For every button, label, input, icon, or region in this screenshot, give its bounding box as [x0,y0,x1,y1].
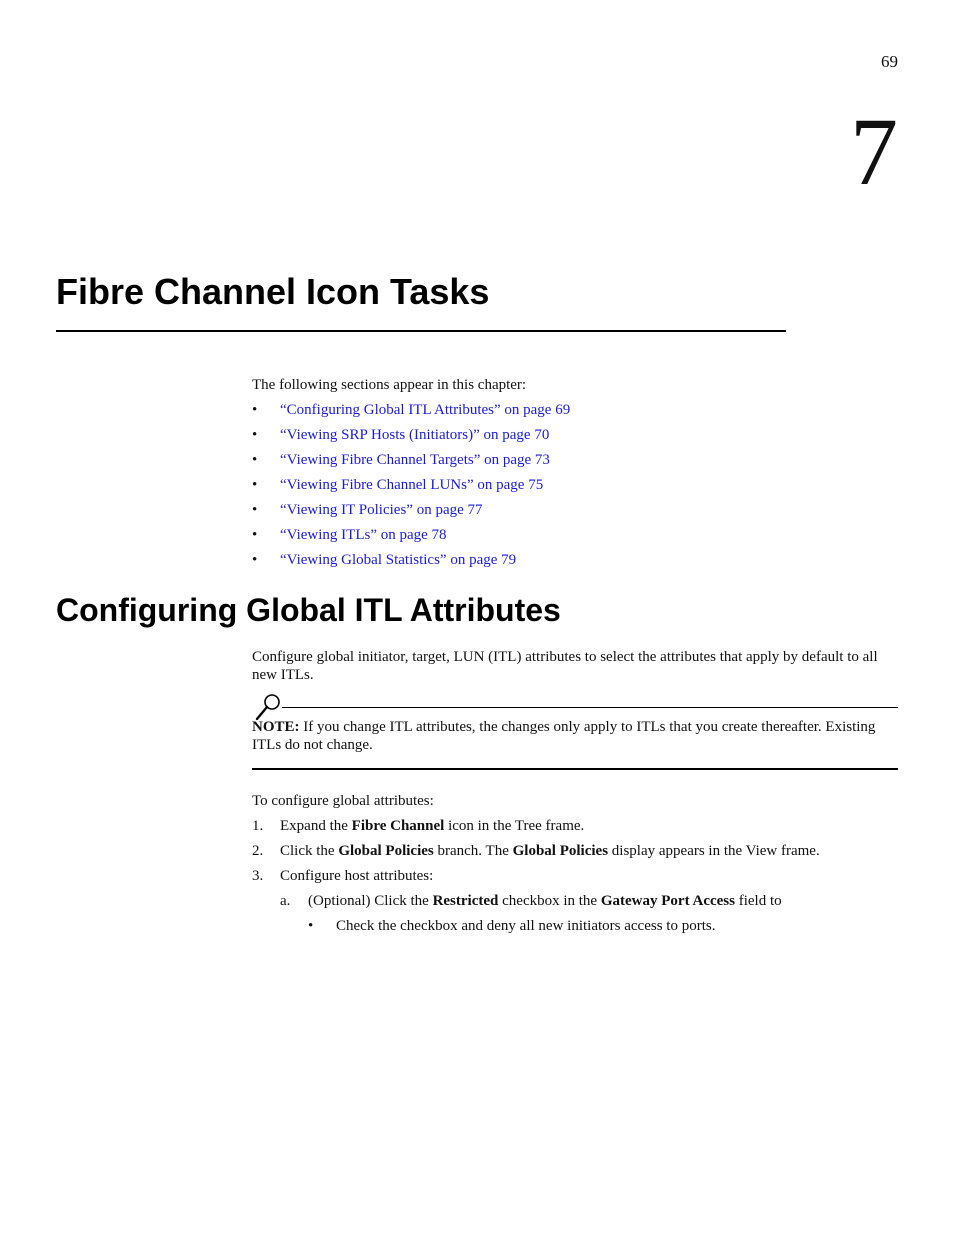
step-text-part: branch. The [433,843,513,859]
note-text: If you change ITL attributes, the changes only apply to ITLs that you create thereafter. Existing ITLs do not change. [252,719,876,753]
section-intro: Configure global initiator, target, LUN (ITL) attributes to select the attributes that apply by default to all new ITLs. [252,649,878,683]
step-number: 1. [252,818,264,834]
bullet: • [252,527,258,543]
chapter-toc [252,401,570,576]
step-text-part: field to [734,893,782,909]
page-number: 69 [881,52,898,71]
bullet: • [252,502,258,518]
toc-item [252,426,570,451]
toc-item [252,451,570,476]
bullet: • [252,452,258,468]
toc-item [252,501,570,526]
ui-term: Global Policies [338,843,434,859]
toc-item [252,476,570,501]
toc-link[interactable]: “Configuring Global ITL Attributes” on page 69 [280,402,571,418]
toc-item [252,551,570,576]
note-bottom-rule [252,768,898,770]
chapter-number: 7 [850,98,898,205]
step-text [280,842,820,860]
step-number: 2. [252,843,264,859]
bullet: • [252,477,258,493]
bullet: • [252,427,258,443]
ui-term: Gateway Port Access [600,893,735,909]
toc-link[interactable]: “Viewing Fibre Channel Targets” on page 73 [280,452,550,468]
step-text-part: (Optional) Click the [308,893,433,909]
ui-term: Global Policies [512,843,609,859]
toc-link[interactable]: “Viewing SRP Hosts (Initiators)” on page 70 [280,427,550,443]
step-text-part: Expand the [280,818,352,834]
toc-item [252,401,570,426]
ui-term: Fibre Channel [351,818,445,834]
section-title: Configuring Global ITL Attributes [56,592,561,628]
toc-link[interactable]: “Viewing Global Statistics” on page 79 [280,552,517,568]
step-number: a. [280,893,291,909]
step-text-part: display appears in the View frame. [608,843,820,859]
ui-term: Restricted [432,893,499,909]
bullet: • [252,552,258,568]
note-top-rule [282,707,898,708]
bullet: • [252,402,258,418]
step-number: 3. [252,868,264,884]
step-text-part: checkbox in the [498,893,601,909]
step-text: Check the checkbox and deny all new initiators access to ports. [336,918,716,934]
step-text [308,892,782,910]
steps-intro: To configure global attributes: [252,793,434,809]
chapter-intro: The following sections appear in this chapter: [252,377,527,393]
step-text-part: icon in the Tree frame. [444,818,585,834]
step-text [280,817,584,835]
toc-link[interactable]: “Viewing IT Policies” on page 77 [280,502,483,518]
note [252,718,898,754]
toc-link[interactable]: “Viewing ITLs” on page 78 [280,527,447,543]
toc-item [252,526,570,551]
title-rule [56,330,786,332]
chapter-title: Fibre Channel Icon Tasks [56,271,490,312]
note-label: NOTE: [252,719,300,735]
toc-link[interactable]: “Viewing Fibre Channel LUNs” on page 75 [280,477,544,493]
step-text-part: Click the [280,843,339,859]
step-text: Configure host attributes: [280,868,434,884]
bullet: • [308,918,314,934]
